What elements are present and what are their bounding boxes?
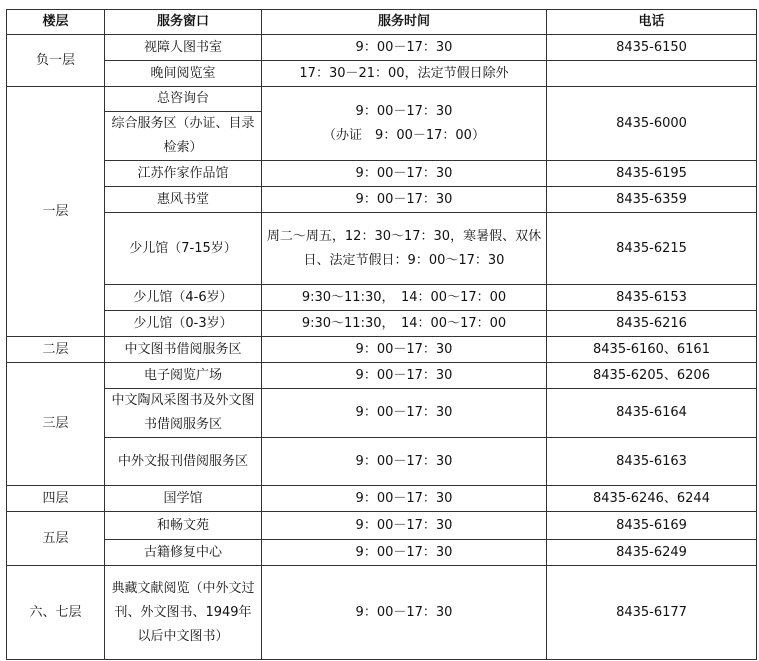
table-row [7, 35, 757, 61]
window-cell: 总咨询台 [105, 87, 262, 112]
service-schedule-table [6, 9, 757, 660]
table-row [7, 363, 757, 389]
table-row [7, 285, 757, 311]
hours-cell: 9:30～11:30， 14：00～17：00 [262, 311, 547, 337]
phone-cell: 8435-6359 [547, 187, 757, 213]
window-cell: 典藏文献阅览（中外文过刊、外文图书、1949年以后中文图书） [105, 566, 262, 660]
hours-cell: 周二～周五，12：30～17：30，寒暑假、双休日、法定节假日：9：00～17：30 [262, 213, 547, 285]
table-row [7, 161, 757, 187]
window-cell: 国学馆 [105, 486, 262, 512]
hours-cell: 9：00－17：30 [262, 566, 547, 660]
phone-cell: 8435-6150 [547, 35, 757, 61]
header-window: 服务窗口 [105, 10, 262, 35]
hours-cell: 9：00－17：30 [262, 187, 547, 213]
phone-cell: 8435-6205、6206 [547, 363, 757, 389]
window-cell: 中文陶风采图书及外文图书借阅服务区 [105, 389, 262, 438]
phone-cell [547, 61, 757, 87]
hours-cell: 9：00－17：30 [262, 363, 547, 389]
floor-cell: 五层 [7, 512, 105, 566]
phone-cell: 8435-6169 [547, 512, 757, 540]
phone-cell: 8435-6246、6244 [547, 486, 757, 512]
window-cell: 江苏作家作品馆 [105, 161, 262, 187]
header-hours: 服务时间 [262, 10, 547, 35]
window-cell: 中外文报刊借阅服务区 [105, 438, 262, 486]
window-cell: 中文图书借阅服务区 [105, 337, 262, 363]
window-cell: 综合服务区（办证、目录检索） [105, 112, 262, 161]
header-phone: 电话 [547, 10, 757, 35]
table-row [7, 486, 757, 512]
floor-cell: 四层 [7, 486, 105, 512]
floor-cell: 负一层 [7, 35, 105, 87]
phone-cell: 8435-6177 [547, 566, 757, 660]
phone-cell: 8435-6000 [547, 87, 757, 161]
table-row [7, 540, 757, 566]
table-row [7, 389, 757, 438]
hours-cell: 9：00－17：30 [262, 337, 547, 363]
hours-cell: 9：00－17：30 [262, 389, 547, 438]
hours-cell: 9：00－17：30 [262, 438, 547, 486]
floor-cell: 六、七层 [7, 566, 105, 660]
phone-cell: 8435-6216 [547, 311, 757, 337]
phone-cell: 8435-6195 [547, 161, 757, 187]
hours-cell: 9:30～11:30， 14：00～17：00 [262, 285, 547, 311]
hours-note: （办证 9：00－17：00） [323, 127, 485, 143]
floor-cell: 三层 [7, 363, 105, 486]
table-row [7, 337, 757, 363]
header-row [7, 10, 757, 35]
floor-cell: 二层 [7, 337, 105, 363]
phone-cell: 8435-6163 [547, 438, 757, 486]
hours-cell: 9：00－17：30 [262, 161, 547, 187]
table-row [7, 87, 757, 112]
floor-cell: 一层 [7, 87, 105, 337]
table-row [7, 512, 757, 540]
table-row [7, 566, 757, 660]
hours-text: 9：00－17：30 [355, 103, 453, 119]
window-cell: 少儿馆（7-15岁） [105, 213, 262, 285]
hours-cell: 9：00－17：30 [262, 486, 547, 512]
window-cell: 少儿馆（4-6岁） [105, 285, 262, 311]
window-cell: 惠风书堂 [105, 187, 262, 213]
window-cell: 视障人图书室 [105, 35, 262, 61]
table-row [7, 311, 757, 337]
window-cell: 和畅文苑 [105, 512, 262, 540]
phone-cell: 8435-6215 [547, 213, 757, 285]
header-floor: 楼层 [7, 10, 105, 35]
phone-cell: 8435-6249 [547, 540, 757, 566]
hours-cell: 9：00－17：30 [262, 512, 547, 540]
window-cell: 古籍修复中心 [105, 540, 262, 566]
phone-cell: 8435-6164 [547, 389, 757, 438]
table-row [7, 213, 757, 285]
table-row [7, 61, 757, 87]
window-cell: 少儿馆（0-3岁） [105, 311, 262, 337]
window-cell: 晚间阅览室 [105, 61, 262, 87]
phone-cell: 8435-6160、6161 [547, 337, 757, 363]
hours-cell [262, 87, 547, 161]
phone-cell: 8435-6153 [547, 285, 757, 311]
window-cell: 电子阅览广场 [105, 363, 262, 389]
table-row [7, 438, 757, 486]
hours-cell: 17：30－21：00，法定节假日除外 [262, 61, 547, 87]
hours-cell: 9：00－17：30 [262, 540, 547, 566]
table-row [7, 187, 757, 213]
hours-cell: 9：00－17：30 [262, 35, 547, 61]
